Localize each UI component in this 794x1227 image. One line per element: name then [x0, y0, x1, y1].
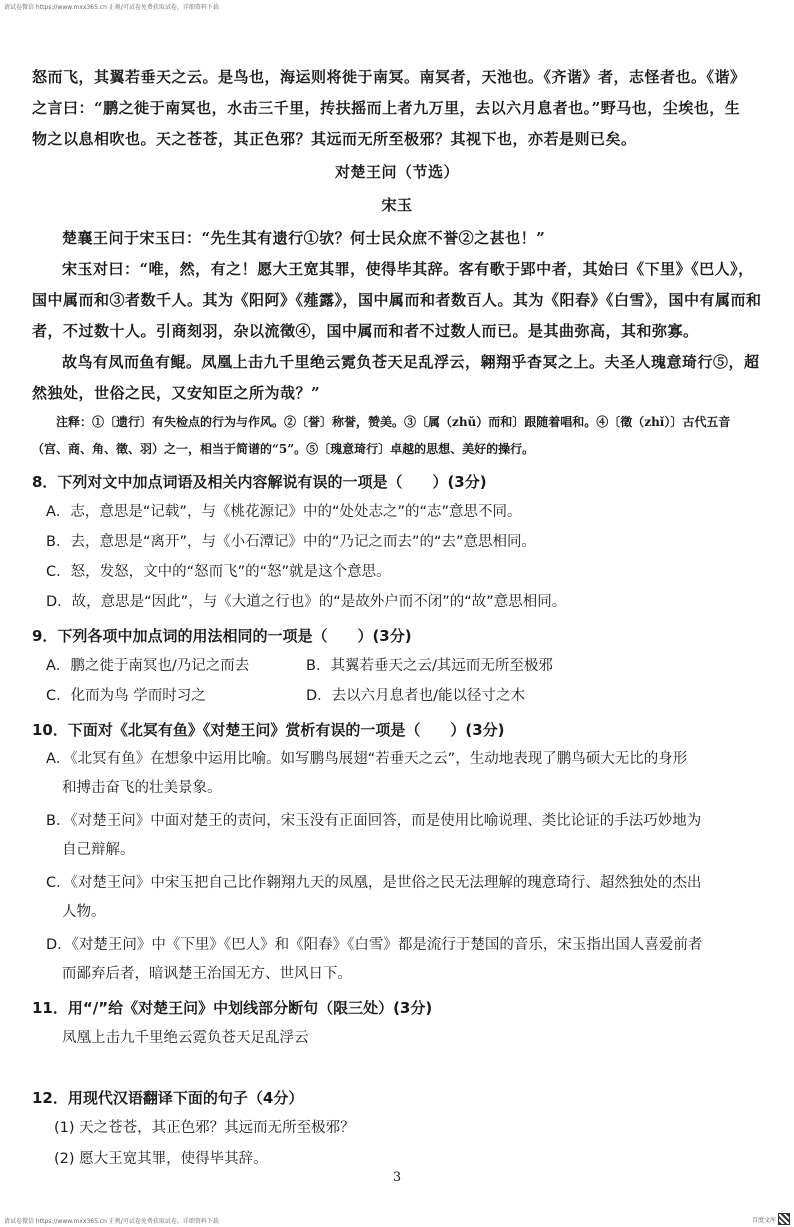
q10-option-c-line-2: 人物。: [62, 904, 106, 920]
passage-paragraph-3: 故鸟有凤而鱼有鲲。凤凰上击九千里绝云霓负苍天足乱浮云，翱翔乎杳冥之上。夫圣人瑰意琦行⑤，超然独处，世俗之民，又安知臣之所为哉？”: [32, 353, 760, 402]
q10-option-a-line-2: 和搏击奋飞的壮美景象。: [62, 780, 222, 796]
passage-paragraph-2: 宋玉对曰：“唯，然，有之！愿大王宽其罪，使得毕其辞。客有歌于郢中者，其始曰《下里》《巴人》，国中属而和③者数千人。其为《阳阿》《薤露》，国中属而和者数百人。其为《阳春》《白雪》，国中有属而和者，不过数十人。引商刻羽，杂以流徵④，国中属而和者不过数人而已。是其曲弥高，其和弥寡。: [32, 260, 762, 340]
page-number: 3: [392, 1170, 402, 1185]
q8-option-c: C．怒，发怒，文中的“怒而飞”的“怒”就是这个意思。: [46, 564, 391, 580]
intro-line-2: 之言曰：“鹏之徙于南冥也，水击三千里，抟扶摇而上者九万里，去以六月息者也。”野马也，尘埃也，生: [32, 99, 741, 117]
q9-options-row-2: [46, 681, 762, 711]
passage-title: 对楚王问（节选）: [334, 163, 459, 181]
q8-option-a: A．志，意思是“记载”，与《桃花源记》中的“处处志之”的“志”意思不同。: [46, 504, 522, 520]
q9-option-a: A．鹏之徙于南冥也/乃记之而去: [46, 658, 250, 674]
q10-option-a: [46, 745, 762, 803]
question-12-stem: 12．用现代汉语翻译下面的句子（4分）: [32, 1089, 304, 1107]
q9-option-b: B．其翼若垂天之云/其远而无所至极邪: [306, 658, 553, 674]
q10-option-a-line-1: A．《北冥有鱼》在想象中运用比喻。如写鹏鸟展翅“若垂天之云”，生动地表现了鹏鸟硕大无比的身形: [46, 751, 688, 767]
q8-option-d: D．故，意思是“因此”，与《大道之行也》的“是故外户而不闭”的“故”意思相同。: [46, 594, 567, 610]
q10-option-c: [46, 869, 762, 927]
header-watermark: 请试卷微信 https://www.mxx365.cn 正规/可试卷免费获取试卷，详细资料下载: [4, 4, 219, 11]
footer-watermark: 请试卷微信 https://www.mxx365.cn 正规/可试卷免费获取试卷，详细资料下载: [4, 1218, 219, 1225]
passage-paragraph-1: 楚襄王问于宋玉曰：“先生其有遗行①欤？何士民众庶不誉②之甚也！”: [62, 229, 546, 247]
q9-option-c: C．化而为鸟 学而时习之: [46, 688, 206, 704]
q10-option-b: [46, 807, 762, 865]
qr-code-icon: [778, 1213, 790, 1225]
q12-item-2: (2) 愿大王宽其罪，使得毕其辞。: [54, 1151, 268, 1167]
q10-option-b-line-2: 自己辩解。: [62, 842, 135, 858]
q12-item-1: (1) 天之苍苍，其正色邪？其远而无所至极邪？: [54, 1120, 355, 1136]
q11-sentence: 凤凰上击九千里绝云霓负苍天足乱浮云: [62, 1030, 309, 1046]
q10-option-d: [46, 931, 762, 989]
q10-option-d-line-2: 而鄙弃后者，暗讽楚王治国无方、世风日下。: [62, 966, 352, 982]
question-11-stem: 11．用“/”给《对楚王问》中划线部分断句（限三处）(3分): [32, 999, 433, 1017]
q10-option-d-line-1: D．《对楚王问》中《下里》《巴人》和《阳春》《白雪》都是流行于楚国的音乐，宋玉指出国人喜爱前者: [46, 937, 703, 953]
q8-option-b: B．去，意思是“离开”，与《小石潭记》中的“乃记之而去”的“去”意思相同。: [46, 534, 537, 550]
question-10-stem: 10．下面对《北冥有鱼》《对楚王问》赏析有误的一项是（ ）(3分): [32, 721, 505, 739]
passage-notes: 注释：①〔遗行〕有失检点的行为与作风。②〔誉〕称誉，赞美。③〔属（zhǔ）而和〕跟随着唱和。④〔徵（zhǐ）〕古代五音（宫、商、角、徵、羽）之一，相当于简谱的“5”。⑤〔瑰意琦行〕卓越的思想、美好的操行。: [32, 415, 731, 456]
intro-line-1: 怒而飞，其翼若垂天之云。是鸟也，海运则将徙于南冥。南冥者，天池也。《齐谐》者，志怪者也。《谐》: [32, 68, 746, 86]
question-8-stem: 8．下列对文中加点词语及相关内容解说有误的一项是（ ）(3分): [32, 473, 487, 491]
q10-option-c-line-1: C．《对楚王问》中宋玉把自己比作翱翔九天的凤凰，是世俗之民无法理解的瑰意琦行、超然独处的杰出: [46, 875, 702, 891]
q9-options-row-1: [46, 651, 762, 681]
footer-logo-text: 百度文库: [751, 1217, 776, 1224]
q9-option-d: D．去以六月息者也/能以径寸之木: [306, 688, 526, 704]
intro-line-3: 物之以息相吹也。天之苍苍，其正色邪？其远而无所至极邪？其视下也，亦若是则已矣。: [32, 130, 637, 148]
question-9-stem: 9．下列各项中加点词的用法相同的一项是（ ）(3分): [32, 627, 412, 645]
passage-author: 宋玉: [381, 196, 413, 214]
page-content: [32, 62, 762, 1175]
q10-option-b-line-1: B．《对楚王问》中面对楚王的责问，宋玉没有正面回答，而是使用比喻说理、类比论证的手法巧妙地为: [46, 813, 702, 829]
